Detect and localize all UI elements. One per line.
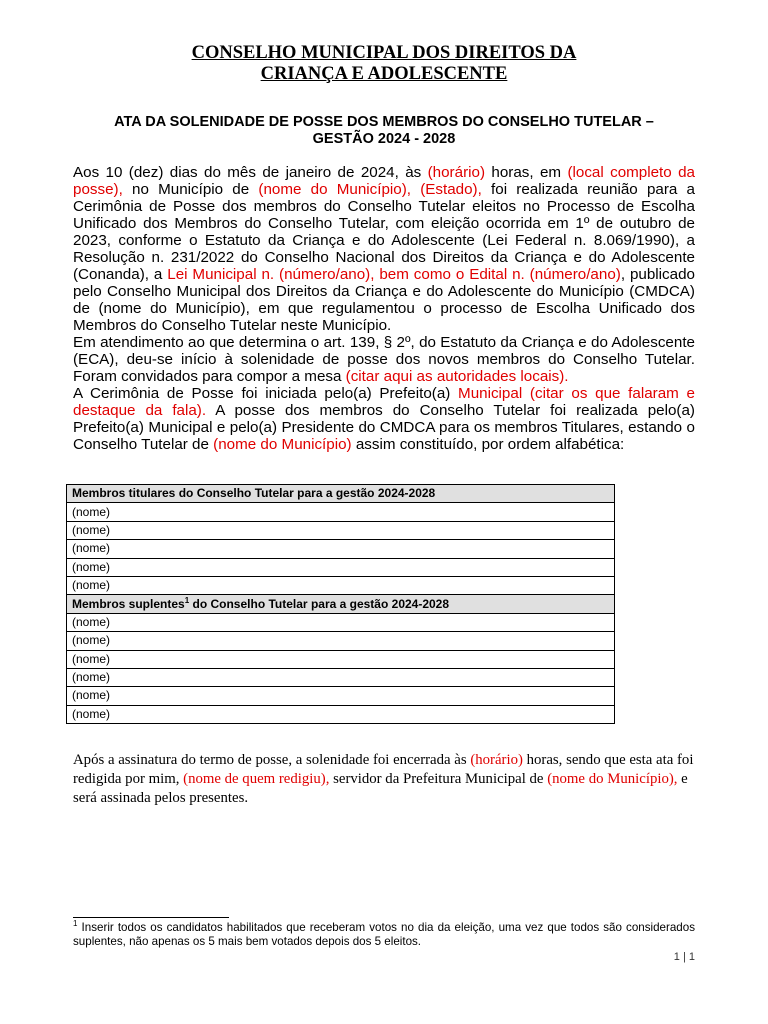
placeholder-municipality: (nome do Município), [547, 771, 678, 787]
placeholder-time: (horário) [427, 164, 486, 181]
title-line-2: CRIANÇA E ADOLESCENTE [260, 64, 508, 84]
closing-paragraph [73, 751, 695, 808]
suplente-name-cell: (nome) [67, 687, 615, 705]
suplente-name-cell: (nome) [67, 705, 615, 723]
table-row [67, 503, 615, 521]
table-row [67, 668, 615, 686]
suplentes-header [67, 595, 615, 613]
table-row [67, 613, 615, 631]
suplentes-header-label: Membros suplentes [72, 596, 185, 611]
members-table [66, 484, 615, 724]
table-header-row [67, 595, 615, 613]
paragraph-opening [73, 164, 695, 334]
paragraph-eca [73, 334, 695, 385]
text-segment: servidor da Prefeitura Municipal de [329, 771, 548, 787]
footnote-mark: 1 [73, 919, 78, 929]
titular-name-cell: (nome) [67, 558, 615, 576]
table-row [67, 650, 615, 668]
table-row [67, 558, 615, 576]
text-segment: Em atendimento ao que determina o art. 139, § 2º, do Estatuto da Criança e do Adolescente (ECA), deu-se início à solenidade de posse dos novos membros do Conselho Tutelar. Foram convidados para compor a mesa [73, 334, 695, 385]
suplente-name-cell: (nome) [67, 632, 615, 650]
table-row [67, 540, 615, 558]
text-segment: no Município de [122, 181, 259, 198]
text-segment: horas, em [485, 164, 568, 181]
table-row [67, 576, 615, 594]
placeholder-speakers: Municipal (citar os que falaram e destaque da fala). [73, 385, 695, 419]
titular-name-cell: (nome) [67, 540, 615, 558]
footnote [73, 921, 695, 949]
placeholder-law-edict: Lei Municipal n. (número/ano), bem como o Edital n. (número/ano) [167, 266, 621, 283]
paragraph-ceremony [73, 385, 695, 453]
text-segment: A posse dos membros do Conselho Tutelar foi realizada pelo(a) Prefeito(a) Municipal e pelo(a) Presidente do CMDCA para os membros Titulares, estando o Conselho Tutelar de [73, 402, 695, 453]
table-row [67, 632, 615, 650]
text-segment: horas, sendo que esta ata foi redigida por mim, [73, 752, 694, 787]
table-row [67, 521, 615, 539]
placeholder-writer-name: (nome de quem redigiu), [183, 771, 330, 787]
table-header-row [67, 485, 615, 503]
titulares-header: Membros titulares do Conselho Tutelar para a gestão 2024-2028 [67, 485, 615, 503]
text-segment: assim constituído, por ordem alfabética: [351, 436, 625, 453]
text-segment: A Cerimônia de Posse foi iniciada pelo(a) Prefeito(a) [73, 385, 459, 402]
title-line-1: CONSELHO MUNICIPAL DOS DIREITOS DA [191, 43, 577, 63]
suplente-name-cell: (nome) [67, 613, 615, 631]
titular-name-cell: (nome) [67, 576, 615, 594]
titular-name-cell: (nome) [67, 521, 615, 539]
subtitle-line-1: ATA DA SOLENIDADE DE POSSE DOS MEMBROS DO CONSELHO TUTELAR – [114, 114, 654, 130]
text-segment: Após a assinatura do termo de posse, a solenidade foi encerrada às [73, 752, 471, 768]
text-segment: foi realizada reunião para a Cerimônia de Posse dos membros do Conselho Tutelar eleitos no Processo de Escolha Unificado dos Membros do Conselho Tutelar, com eleição ocorrida em 1º de outubro de 2023, conforme o Estatuto da Criança e do Adolescente (Lei Federal n. 8.069/1990), a Resolução n. 231/2022 do Conselho Nacional dos Direitos da Criança e do Adolescente (Conanda), a [73, 181, 695, 283]
table-row [67, 705, 615, 723]
placeholder-authorities: (citar aqui as autoridades locais). [345, 368, 569, 385]
subtitle-line-2: GESTÃO 2024 - 2028 [312, 131, 456, 147]
footnote-separator [73, 917, 229, 918]
page-number: 1 | 1 [673, 951, 695, 963]
text-segment: Aos 10 (dez) dias do mês de janeiro de 2024, às [73, 164, 428, 181]
document-title [73, 43, 695, 85]
suplente-name-cell: (nome) [67, 668, 615, 686]
suplente-name-cell: (nome) [67, 650, 615, 668]
text-segment: , publicado pelo Conselho Municipal dos Direitos da Criança e do Adolescente do Município (CMDCA) de (nome do Município), em que regulamentou o processo de Escolha Unificado dos Membros do Conselho Tutelar neste Município. [73, 266, 695, 334]
placeholder-municipality-state: (nome do Município), (Estado), [258, 181, 482, 198]
placeholder-location: (local completo da posse), [73, 164, 695, 198]
footnote-text: Inserir todos os candidatos habilitados que receberam votos no dia da eleição, uma vez que todos são considerados suplentes, não apenas os 5 mais bem votados depois dos 5 eleitos. [73, 921, 695, 948]
placeholder-time: (horário) [470, 752, 523, 768]
text-segment: e será assinada pelos presentes. [73, 771, 688, 806]
minutes-body [73, 164, 695, 453]
titular-name-cell: (nome) [67, 503, 615, 521]
footnote-reference[interactable]: 1 [184, 595, 190, 605]
document-subtitle [73, 114, 695, 148]
placeholder-municipality: (nome do Município) [213, 436, 352, 453]
suplentes-header-label-rest: do Conselho Tutelar para a gestão 2024-2028 [189, 596, 450, 611]
table-row [67, 687, 615, 705]
